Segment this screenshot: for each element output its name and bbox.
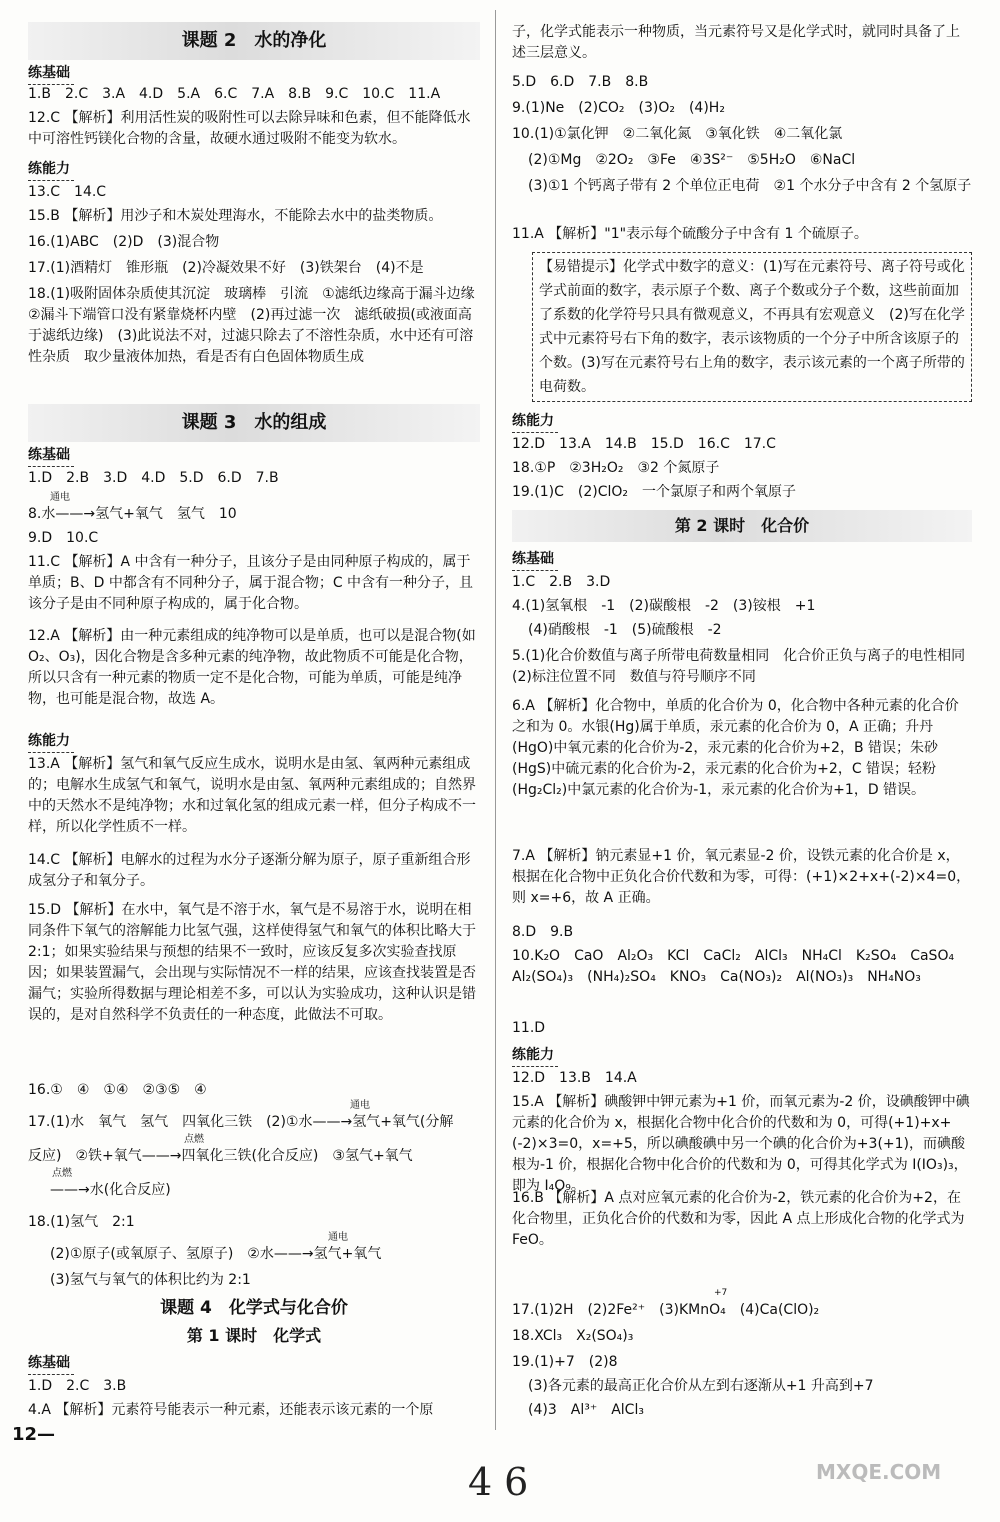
answer-line: 17.(1)水 氧气 氢气 四氧化三铁 (2)①水——→氢气+氧气(分解 bbox=[28, 1114, 454, 1130]
answer-explanation: 13.A 【解析】氢气和氧气反应生成水，说明水是由氢、氧两种元素组成的；电解水生成氢气和氧气，说明水是由氢、氧两种元素组成的；自然界中的天然水不是纯净物；水和过氧化氢的组成元素一样，但分子构成不一样，所以化学性质不一样。 bbox=[28, 756, 476, 835]
answer-explanation: 11.A 【解析】"1"表示每个硫酸分子中含有 1 个硫原子。 bbox=[512, 226, 868, 242]
section-label-basic: 练基础 bbox=[28, 1352, 70, 1374]
answer-line: 1.D 2.C 3.B bbox=[28, 1378, 127, 1394]
answer-explanation: 11.C 【解析】A 中含有一种分子，且该分子是由同种原子构成的，属于单质；B、D 中都含有不同种分子，属于混合物；C 中含有一种分子，且该分子是由不同种原子构成的，属于化合物。 bbox=[28, 554, 474, 612]
answer-line: (3)各元素的最高正化合价从左到右逐渐从+1 升高到+7 bbox=[528, 1378, 874, 1394]
answer-explanation: 5.(1)化合价数值与离子所带电荷数量相同 化合价正负与离子的电性相同 (2)标注位置不同 数值与符号顺序不同 bbox=[512, 648, 980, 685]
subsection-title-period1: 第 1 课时 化学式 bbox=[186, 1326, 322, 1345]
subsection-title-period2: 第 2 课时 化合价 bbox=[512, 510, 972, 542]
answer-explanation: 12.C 【解析】利用活性炭的吸附性可以去除异味和色素，但不能降低水中可溶性钙镁化合物的含量，故硬水通过吸附不能变为软水。 bbox=[28, 110, 471, 147]
page-number: 12— bbox=[12, 1424, 56, 1445]
section-label-ability: 练能力 bbox=[512, 1044, 554, 1066]
answer-explanation: 16.B 【解析】A 点对应氧元素的化合价为-2，铁元素的化合价为+2，在化合物里，正负化合价的代数和为零，因此 A 点上形成化合物的化学式为 FeO。 bbox=[512, 1190, 969, 1248]
answer-line: 9.D 10.C bbox=[28, 530, 99, 546]
answer-line: 1.C 2.B 3.D bbox=[512, 574, 611, 590]
answer-explanation: 子，化学式能表示一种物质，当元素符号又是化学式时，就同时具备了上述三层意义。 bbox=[512, 24, 960, 61]
answer-line: ——→水(化合反应) bbox=[50, 1182, 171, 1198]
answer-line: 10.K₂O CaO Al₂O₃ KCl CaCl₂ AlCl₃ NH₄Cl K₂SO₄ CaSO₄ Al₂(SO₄)₃ (NH₄)₂SO₄ KNO₃ Ca(NO₃)₂ Al(NO₃)₃ NH₄NO₃ bbox=[512, 948, 969, 985]
section-title-lesson4: 课题 4 化学式与化合价 bbox=[160, 1298, 348, 1318]
arrow-label: 通电 bbox=[328, 1232, 348, 1243]
answer-explanation: 15.B 【解析】用沙子和木炭处理海水，不能除去水中的盐类物质。 bbox=[28, 208, 443, 224]
column-divider bbox=[495, 10, 496, 1430]
section-title-lesson2: 课题 2 水的净化 bbox=[28, 22, 480, 60]
answer-line: 11.D bbox=[512, 1020, 546, 1036]
answer-line: (4)3 Al³⁺ AlCl₃ bbox=[528, 1402, 644, 1418]
section-label-ability: 练能力 bbox=[28, 730, 70, 752]
section-label-basic: 练基础 bbox=[28, 62, 70, 84]
arrow-label: 点燃 bbox=[184, 1134, 204, 1145]
answer-line: 12.D 13.A 14.B 15.D 16.C 17.C bbox=[512, 436, 776, 452]
section-label-basic: 练基础 bbox=[28, 444, 70, 466]
answer-line: 17.(1)酒精灯 锥形瓶 (2)冷凝效果不好 (3)铁架台 (4)不是 bbox=[28, 260, 424, 276]
answer-line: 12.D 13.B 14.A bbox=[512, 1070, 637, 1086]
answer-line: 16.(1)ABC (2)D (3)混合物 bbox=[28, 234, 220, 250]
answer-line: 5.D 6.D 7.B 8.B bbox=[512, 74, 649, 90]
answer-line: 16.① ④ ①④ ②③⑤ ④ bbox=[28, 1082, 207, 1098]
answer-line: 8.水——→氢气+氧气 氢气 10 bbox=[28, 506, 237, 522]
answer-line: (2)①Mg ②2O₂ ③Fe ④3S²⁻ ⑤5H₂O ⑥NaCl bbox=[528, 152, 856, 168]
answer-explanation: 4.A 【解析】元素符号能表示一种元素，还能表示该元素的一个原 bbox=[28, 1402, 434, 1418]
answer-line: (4)硝酸根 -1 (5)硫酸根 -2 bbox=[528, 622, 722, 638]
answer-line: (2)①原子(或氧原子、氢原子) ②水——→氢气+氧气 bbox=[50, 1246, 382, 1262]
error-tip-box: 【易错提示】化学式中数字的意义：(1)写在元素符号、离子符号或化学式前面的数字，表示原子个数、离子个数或分子个数，这些前面加了系数的化学符号只具有微观意义，不再具有宏观意义 (2)写在化学式中元素符号右下角的数字，表示该物质的一个分子中所含该原子的个数。(3)写在元素符号右上角的数字，表示该元素的一个离子所带的电荷数。 bbox=[532, 252, 972, 402]
answer-line: 1.D 2.B 3.D 4.D 5.D 6.D 7.B bbox=[28, 470, 279, 486]
answer-line: 17.(1)2H (2)2Fe²⁺ (3)KMnO₄ (4)Ca(ClO)₂ bbox=[512, 1302, 820, 1318]
answer-line: 4.(1)氢氧根 -1 (2)碳酸根 -2 (3)铵根 +1 bbox=[512, 598, 816, 614]
arrow-label: 通电 bbox=[50, 492, 70, 503]
arrow-label: 通电 bbox=[350, 1100, 370, 1111]
watermark: MXQE.COM bbox=[816, 1460, 942, 1484]
answer-line: 18.(1)氢气 2:1 bbox=[28, 1214, 135, 1230]
answer-line: 8.D 9.B bbox=[512, 924, 574, 940]
section-label-ability: 练能力 bbox=[28, 158, 70, 180]
valence-superscript: +7 bbox=[714, 1288, 728, 1298]
answer-explanation: 18.(1)吸附固体杂质使其沉淀 玻璃棒 引流 ①滤纸边缘高于漏斗边缘 ②漏斗下端管口没有紧靠烧杯内壁 (2)再过滤一次 滤纸破损(或液面高于滤纸边缘) (3)此说法不对，过滤只除去了不溶性杂质，水中还有可溶性杂质 取少量液体加热，看是否有白色固体物质生成 bbox=[28, 286, 489, 365]
answer-line: (3)①1 个钙离子带有 2 个单位正电荷 ②1 个水分子中含有 2 个氢原子 bbox=[528, 178, 972, 194]
answer-line: 10.(1)①氯化钾 ②二氧化氮 ③氧化铁 ④二氧化氯 bbox=[512, 126, 843, 142]
section-label-ability: 练能力 bbox=[512, 410, 554, 432]
answer-explanation: 15.D 【解析】在水中，氧气是不溶于水，氧气是不易溶于水，说明在相同条件下氧气的溶解能力比氢气强，这样使得氢气和氧气的体积比略大于 2:1；如果实验结果与预想的结果不一致时，应该反复多次实验查找原因；如果装置漏气，会出现与实际情况不一样的结果，应该查找装置是否漏气；实验所得数据与理论相差不多，可以认为实验成功，这种认识是错误的，是对自然科学不负责任的一种态度，此做法不可取。 bbox=[28, 902, 481, 1023]
answer-line: 18.①P ②3H₂O₂ ③2 个氮原子 bbox=[512, 460, 720, 476]
answer-explanation: 12.A 【解析】由一种元素组成的纯净物可以是单质，也可以是混合物(如 O₂、O₃)，因化合物是含多种元素的纯净物，故此物质不可能是化合物，所以只含有一种元素的物质一定不是化合物，可能为单质，可能是纯净物，也可能是混合物，故选 A。 bbox=[28, 628, 481, 707]
answer-line: 18.XCl₃ X₂(SO₄)₃ bbox=[512, 1328, 634, 1344]
answer-explanation: 14.C 【解析】电解水的过程为水分子逐渐分解为原子，原子重新组合形成氢分子和氧分子。 bbox=[28, 852, 471, 889]
answer-line: 9.(1)Ne (2)CO₂ (3)O₂ (4)H₂ bbox=[512, 100, 725, 116]
answer-explanation: 6.A 【解析】化合物中，单质的化合价为 0，化合物中各种元素的化合价之和为 0。水银(Hg)属于单质，汞元素的化合价为 0，A 正确；升丹(HgO)中氧元素的化合价为-2，汞元素的化合价为+2，B 错误；朱砂(HgS)中硫元素的化合价为-2，汞元素的化合价为+2，C 错误；轻粉(Hg₂Cl₂)中氯元素的化合价为-1，汞元素的化合价为+1，D 错误。 bbox=[512, 698, 959, 798]
answer-line: (3)氢气与氧气的体积比约为 2:1 bbox=[50, 1272, 251, 1288]
answer-line: 13.C 14.C bbox=[28, 184, 107, 200]
answer-line: 19.(1)+7 (2)8 bbox=[512, 1354, 618, 1370]
answer-explanation: 7.A 【解析】钠元素显+1 价，氧元素显-2 价，设铁元素的化合价是 x，根据在化合物中正负化合价代数和为零，可得：(+1)×2+x+(-2)×4=0，则 x=+6，故 A 正确。 bbox=[512, 848, 971, 906]
section-label-basic: 练基础 bbox=[512, 548, 554, 570]
answer-line: 反应) ②铁+氧气——→四氧化三铁(化合反应) ③氢气+氧气 bbox=[28, 1148, 413, 1164]
answer-line: 1.B 2.C 3.A 4.D 5.A 6.C 7.A 8.B 9.C 10.C 11.A bbox=[28, 86, 441, 102]
answer-explanation: 15.A 【解析】碘酸钾中钾元素为+1 价，而氧元素为-2 价，设碘酸钾中碘元素的化合价为 x，根据化合物中化合价的代数和为 0，可得(+1)+x+(-2)×3=0，x=+5，所以碘酸碘中另一个碘的化合价为+3(+1)，而碘酸根为-1 价，根据化合物中化合价的代数和为 0，可得其化学式为 I(IO₃)₃，即为 I₄O₉。 bbox=[512, 1094, 970, 1194]
arrow-label: 点燃 bbox=[52, 1168, 72, 1179]
answer-line: 19.(1)C (2)ClO₂ 一个氯原子和两个氧原子 bbox=[512, 484, 796, 500]
section-title-lesson3: 课题 3 水的组成 bbox=[28, 404, 480, 442]
handwritten-note: 46 bbox=[468, 1460, 541, 1504]
